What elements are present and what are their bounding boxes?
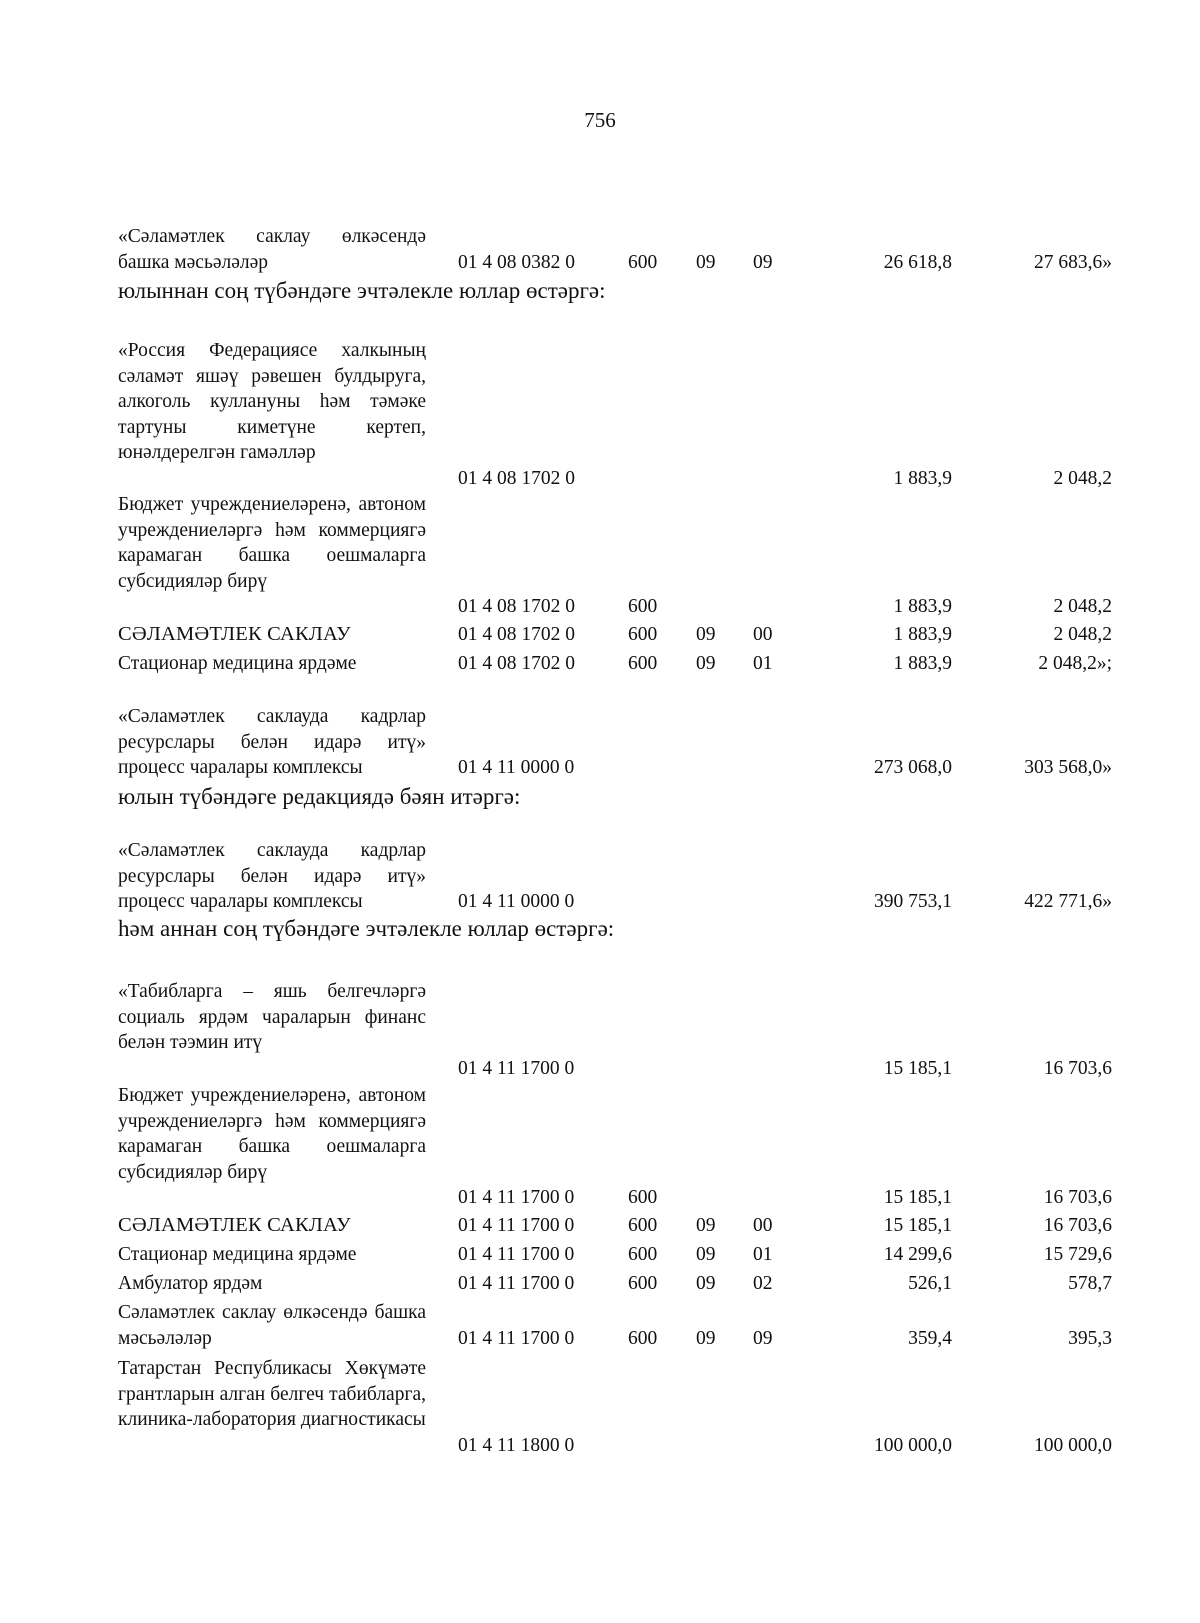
row-description: Бюджет учреждениеләренә, автоном учреждениеләргә һәм коммерциягә карамаган башка оешмаларга субсидияләр бирү (118, 494, 426, 592)
row-code: 01 4 08 0382 0 (458, 252, 575, 273)
row-vr: 600 (628, 252, 658, 273)
row-year2-amount: 16 703,6 (1043, 1058, 1112, 1079)
table-row (0, 622, 1200, 651)
table-block (0, 338, 1200, 680)
row-year1-amount: 273 068,0 (874, 757, 952, 778)
row-year1-amount: 15 185,1 (883, 1187, 952, 1208)
table-row (0, 704, 1200, 782)
row-year2-amount: 2 048,2»; (1038, 653, 1112, 674)
row-year1-amount: 359,4 (908, 1328, 952, 1349)
row-vr: 600 (628, 653, 658, 674)
row-year1-amount: 1 883,9 (893, 624, 952, 645)
table-block (0, 224, 1200, 276)
row-vr: 600 (628, 1273, 658, 1294)
row-code: 01 4 11 1700 0 (458, 1058, 575, 1079)
row-code: 01 4 11 0000 0 (458, 891, 575, 912)
row-code: 01 4 08 1702 0 (458, 468, 575, 489)
row-pr: 02 (753, 1273, 773, 1294)
table-row (0, 224, 1200, 276)
row-year2-amount: 2 048,2 (1053, 596, 1112, 617)
row-year1-amount: 1 883,9 (893, 468, 952, 489)
row-description: СӘЛАМӘТЛЕК САКЛАУ (118, 1214, 351, 1236)
row-rz: 09 (696, 1215, 716, 1236)
row-year2-amount: 16 703,6 (1043, 1187, 1112, 1208)
row-code: 01 4 11 1700 0 (458, 1328, 575, 1349)
row-description: СӘЛАМӘТЛЕК САКЛАУ (118, 623, 351, 645)
table-row (0, 1356, 1200, 1460)
table-row (0, 838, 1200, 916)
table-block (0, 704, 1200, 782)
row-code: 01 4 08 1702 0 (458, 596, 575, 617)
row-rz: 09 (696, 624, 716, 645)
row-code: 01 4 11 1800 0 (458, 1435, 575, 1456)
row-description: «Сәламәтлек саклауда кадрлар ресурслары белән идарә итү» процесс чаралары комплексы (118, 840, 426, 913)
row-pr: 01 (753, 1244, 773, 1265)
table-row (0, 1213, 1200, 1242)
row-code: 01 4 08 1702 0 (458, 653, 575, 674)
row-description: «Сәламәтлек саклау өлкәсендә башка мәсьәләләр (118, 226, 426, 273)
row-year1-amount: 1 883,9 (893, 653, 952, 674)
page-number: 756 (584, 108, 616, 132)
table-row (0, 979, 1200, 1083)
row-description: Татарстан Республикасы Хөкүмәте грантларын алган белгеч табибларга, клиника-лаборатория диагностикасы (118, 1358, 426, 1431)
row-pr: 09 (753, 252, 773, 273)
row-pr: 00 (753, 624, 773, 645)
row-year2-amount: 578,7 (1068, 1273, 1112, 1294)
row-code: 01 4 11 0000 0 (458, 757, 575, 778)
row-description: Стационар медицина ярдәме (118, 1244, 357, 1265)
row-vr: 600 (628, 1215, 658, 1236)
instruction-text: юлыннан соң түбәндәге эчтәлекле юллар өстәргә: (118, 278, 606, 303)
row-year2-amount: 27 683,6» (1034, 252, 1112, 273)
row-rz: 09 (696, 1244, 716, 1265)
instruction-text: һәм аннан соң түбәндәге эчтәлекле юллар өстәргә: (118, 916, 615, 941)
row-pr: 01 (753, 653, 773, 674)
row-description: «Табибларга – яшь белгечләргә социаль ярдәм чараларын финанс белән тәэмин итү (118, 981, 426, 1054)
row-year1-amount: 526,1 (908, 1273, 952, 1294)
row-vr: 600 (628, 1328, 658, 1349)
row-vr: 600 (628, 596, 658, 617)
row-year2-amount: 303 568,0» (1024, 757, 1112, 778)
row-rz: 09 (696, 653, 716, 674)
table-row (0, 492, 1200, 622)
table-row (0, 651, 1200, 680)
row-year1-amount: 14 299,6 (883, 1244, 952, 1265)
table-row (0, 1242, 1200, 1271)
row-description: «Россия Федерациясе халкының сәламәт яшәү рәвешен булдыруга, алкоголь куллануны һәм тәмәке тартуны киметүне кертеп, юнәлдерелгән гамәлләр (118, 340, 426, 464)
row-rz: 09 (696, 1273, 716, 1294)
row-rz: 09 (696, 252, 716, 273)
row-vr: 600 (628, 624, 658, 645)
row-year2-amount: 100 000,0 (1034, 1435, 1112, 1456)
row-description: «Сәламәтлек саклауда кадрлар ресурслары белән идарә итү» процесс чаралары комплексы (118, 706, 426, 779)
table-row (0, 338, 1200, 492)
row-code: 01 4 11 1700 0 (458, 1273, 575, 1294)
row-year2-amount: 395,3 (1068, 1328, 1112, 1349)
row-year1-amount: 15 185,1 (883, 1215, 952, 1236)
row-year1-amount: 26 618,8 (883, 252, 952, 273)
row-code: 01 4 11 1700 0 (458, 1187, 575, 1208)
table-row (0, 1271, 1200, 1300)
row-year2-amount: 15 729,6 (1043, 1244, 1112, 1265)
row-description: Амбулатор ярдәм (118, 1273, 263, 1294)
table-row (0, 1300, 1200, 1356)
row-year2-amount: 422 771,6» (1024, 891, 1112, 912)
row-year1-amount: 390 753,1 (874, 891, 952, 912)
row-vr: 600 (628, 1187, 658, 1208)
row-year2-amount: 2 048,2 (1053, 624, 1112, 645)
row-description: Бюджет учреждениеләренә, автоном учреждениеләргә һәм коммерциягә карамаган башка оешмаларга субсидияләр бирү (118, 1085, 426, 1183)
row-code: 01 4 11 1700 0 (458, 1215, 575, 1236)
row-pr: 09 (753, 1328, 773, 1349)
row-code: 01 4 08 1702 0 (458, 624, 575, 645)
row-pr: 00 (753, 1215, 773, 1236)
row-vr: 600 (628, 1244, 658, 1265)
row-year1-amount: 15 185,1 (883, 1058, 952, 1079)
row-year1-amount: 100 000,0 (874, 1435, 952, 1456)
row-code: 01 4 11 1700 0 (458, 1244, 575, 1265)
table-row (0, 1083, 1200, 1213)
row-description: Сәламәтлек саклау өлкәсендә башка мәсьәләләр (118, 1302, 426, 1349)
row-year2-amount: 16 703,6 (1043, 1215, 1112, 1236)
row-year2-amount: 2 048,2 (1053, 468, 1112, 489)
row-year1-amount: 1 883,9 (893, 596, 952, 617)
row-description: Стационар медицина ярдәме (118, 653, 357, 674)
instruction-text: юлын түбәндәге редакциядә бәян итәргә: (118, 784, 521, 809)
row-rz: 09 (696, 1328, 716, 1349)
table-block (0, 979, 1200, 1460)
table-block (0, 838, 1200, 916)
